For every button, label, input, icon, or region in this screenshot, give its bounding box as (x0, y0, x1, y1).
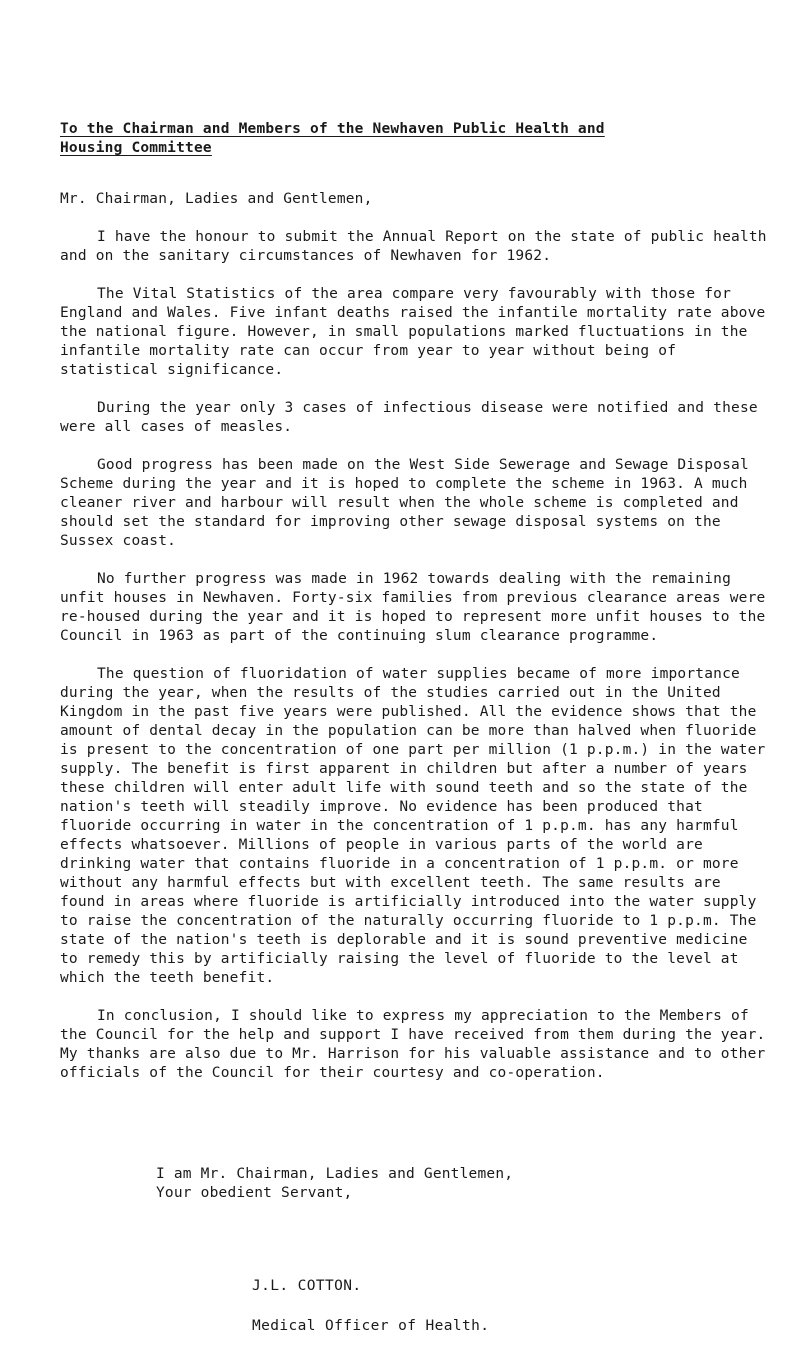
letter-heading (60, 120, 760, 158)
closing-line-2: Your obedient Servant, (156, 1185, 353, 1201)
signatory-name: J.L. COTTON. (252, 1278, 362, 1294)
salutation: Mr. Chairman, Ladies and Gentlemen, (60, 191, 373, 207)
signature-block (252, 1277, 752, 1336)
heading-line-2: Housing Committee (60, 140, 212, 156)
heading-line-1: To the Chairman and Members of the Newhaven Public Health and (60, 121, 605, 137)
paragraph-annual-report: I have the honour to submit the Annual Report on the state of public health and on the sanitary circumstances of Newhaven for 1962. (60, 229, 767, 264)
paragraph-fluoridation: The question of fluoridation of water supplies became of more importance during the year, when the results of the studies carried out in the United Kingdom in the past five years were published. All the evidence shows that the amount of dental decay in the population can be more than halved when fluoride is present to the concentration of one part per million (1 p.p.m.) in the water supply. The benefit is first apparent in children but after a number of years these children will enter adult life with sound teeth and so the state of the nation's teeth will steadily improve. No evidence has been produced that fluoride occurring in water in the concentration of 1 p.p.m. has any harmful effects whatsoever. Millions of people in various parts of the world are drinking water that contains fluoride in a concentration of 1 p.p.m. or more without any harmful effects but with excellent teeth. The same results are found in areas where fluoride is artificially introduced into the water supply to raise the concentration of the naturally occurring fluoride to 1 p.p.m. The state of the nation's teeth is deplorable and it is sound preventive medicine to remedy this by artificially raising the level of fluoride to the level at which the teeth benefit. (60, 666, 766, 986)
paragraph-conclusion: In conclusion, I should like to express my appreciation to the Members of the Council for the help and support I have received from them during the year. My thanks are also due to Mr. Harrison for his valuable assistance and to other officials of the Council for their courtesy and co-operation. (60, 1008, 766, 1081)
letter-body (60, 190, 768, 1102)
paragraph-housing: No further progress was made in 1962 towards dealing with the remaining unfit houses in Newhaven. Forty-six families from previous clearance areas were re-housed during the year and it is hoped to represent more unfit houses to the Council in 1963 as part of the continuing slum clearance programme. (60, 571, 766, 644)
signatory-title: Medical Officer of Health. (252, 1318, 490, 1334)
paragraph-vital-statistics: The Vital Statistics of the area compare very favourably with those for England and Wales. Five infant deaths raised the infantile mortality rate above the national figure. However, in small populations marked fluctuations in the infantile mortality rate can occur from year to year without being of statistical significance. (60, 286, 766, 378)
closing-line-1: I am Mr. Chairman, Ladies and Gentlemen, (156, 1166, 514, 1182)
letter-closing (156, 1165, 756, 1203)
paragraph-infectious-disease: During the year only 3 cases of infectious disease were notified and these were all cases of measles. (60, 400, 758, 435)
paragraph-sewerage: Good progress has been made on the West Side Sewerage and Sewage Disposal Scheme during the year and it is hoped to complete the scheme in 1963. A much cleaner river and harbour will result when the whole scheme is completed and should set the standard for improving other sewage disposal systems on the Sussex coast. (60, 457, 749, 549)
